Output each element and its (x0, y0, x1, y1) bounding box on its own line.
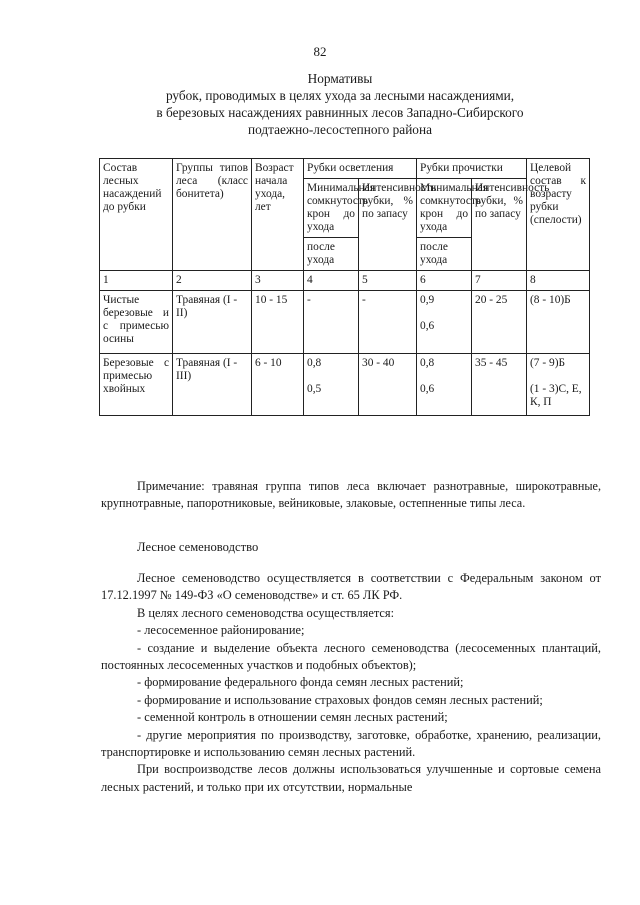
cell-forest-group: Травяная (I - III) (173, 354, 252, 416)
body-text (101, 570, 601, 796)
title-line: в березовых насаждениях равнинных лесов Западно-Сибирского (156, 105, 524, 120)
cell-forest-group: Травяная (I - II) (173, 291, 252, 354)
cell-thinning-min (417, 291, 472, 354)
header-thinning-intensity: Интенсивность рубки, % по запасу (472, 179, 527, 271)
column-number: 4 (304, 271, 359, 291)
paragraph: При воспроизводстве лесов должны использоваться улучшенные и сортовые семена лесных растений, и только при их отсутствии, нормальные (101, 762, 601, 794)
value-after: 0,5 (307, 383, 322, 395)
cell-composition: Березовые с примесью хвойных (100, 354, 173, 416)
header-clearing: Рубки осветления (304, 159, 417, 179)
table-header-row (100, 159, 590, 179)
header-clearing-min: Минимальная сомкнутость крон до ухода (304, 179, 359, 238)
cell-clearing-intensity: - (359, 291, 417, 354)
header-forest-group: Группы типов леса (класс бонитета) (173, 159, 252, 271)
header-after-care: после ухода (417, 238, 472, 271)
column-number: 1 (100, 271, 173, 291)
table-row (100, 291, 590, 354)
column-number: 7 (472, 271, 527, 291)
table-note (101, 478, 601, 512)
value-after: 0,6 (420, 383, 435, 395)
list-item: - формирование федерального фонда семян лесных растений; (137, 675, 464, 690)
table-number-row (100, 271, 590, 291)
value-before: 0,9 (420, 294, 435, 306)
norms-table (99, 158, 590, 416)
paragraph: Лесное семеноводство осуществляется в соответствии с Федеральным законом от 17.12.1997 № 149-ФЗ «О семеноводстве» и ст. 65 ЛК РФ. (101, 571, 601, 603)
table-row (100, 354, 590, 416)
header-after-care: после ухода (304, 238, 359, 271)
note-label: Примечание: (137, 479, 205, 493)
value-target: (8 - 10)Б (530, 294, 571, 306)
cell-target (527, 291, 590, 354)
value-target: (7 - 9)Б (530, 357, 566, 369)
section-heading: Лесное семеноводство (137, 540, 259, 554)
list-item: - лесосеменное районирование; (137, 623, 305, 638)
page-number: 82 (313, 44, 327, 59)
document-title (60, 70, 620, 138)
list-item: - формирование и использование страховых фондов семян лесных растений; (137, 692, 543, 707)
cell-clearing-min (304, 354, 359, 416)
cell-composition: Чистые березовые и с примесью осины (100, 291, 173, 354)
cell-target (527, 354, 590, 416)
header-clearing-intensity: Интенсивность рубки, % по запасу (359, 179, 417, 271)
header-thinning: Рубки прочистки (417, 159, 527, 179)
cell-clearing-min (304, 291, 359, 354)
title-line: подтаежно-лесостепного района (248, 122, 432, 137)
header-composition: Состав лесных насаждений до рубки (100, 159, 173, 271)
header-thinning-min: Минимальная сомкнутость крон до ухода (417, 179, 472, 238)
list-item: - семенной контроль в отношении семян лесных растений; (137, 710, 448, 725)
column-number: 5 (359, 271, 417, 291)
note-text: травяная группа типов леса включает разнотравные, широкотравные, крупнотравные, папоротниковые, вейниковые, злаковые, остепненные типы леса. (101, 479, 602, 510)
value-target-extra: (1 - 3)С, Е, К, П (530, 383, 582, 408)
list-item: - другие мероприятия по производству, заготовке, обработке, хранению, реализации, транспортировке и использованию семян лесных растений. (101, 727, 601, 760)
column-number: 8 (527, 271, 590, 291)
cell-age: 6 - 10 (252, 354, 304, 416)
title-line: рубок, проводимых в целях ухода за лесными насаждениями, (165, 88, 515, 103)
value-before: - (307, 294, 311, 306)
cell-thinning-intensity: 20 - 25 (472, 291, 527, 354)
column-number: 6 (417, 271, 472, 291)
header-target: Целевой состав к возрасту рубки (спелости) (527, 159, 590, 271)
paragraph: В целях лесного семеноводства осуществляется: (137, 605, 395, 620)
cell-clearing-intensity: 30 - 40 (359, 354, 417, 416)
value-before: 0,8 (307, 357, 322, 369)
cell-age: 10 - 15 (252, 291, 304, 354)
cell-thinning-min (417, 354, 472, 416)
column-number: 3 (252, 271, 304, 291)
title-line: Нормативы (307, 71, 373, 86)
list-item: - создание и выделение объекта лесного семеноводства (лесосеменных плантаций, постоянных лесосеменных участков и подобных объектов); (101, 640, 601, 673)
value-before: 0,8 (420, 357, 435, 369)
header-age: Возраст начала ухода, лет (252, 159, 304, 271)
cell-thinning-intensity: 35 - 45 (472, 354, 527, 416)
value-after: 0,6 (420, 320, 435, 332)
column-number: 2 (173, 271, 252, 291)
